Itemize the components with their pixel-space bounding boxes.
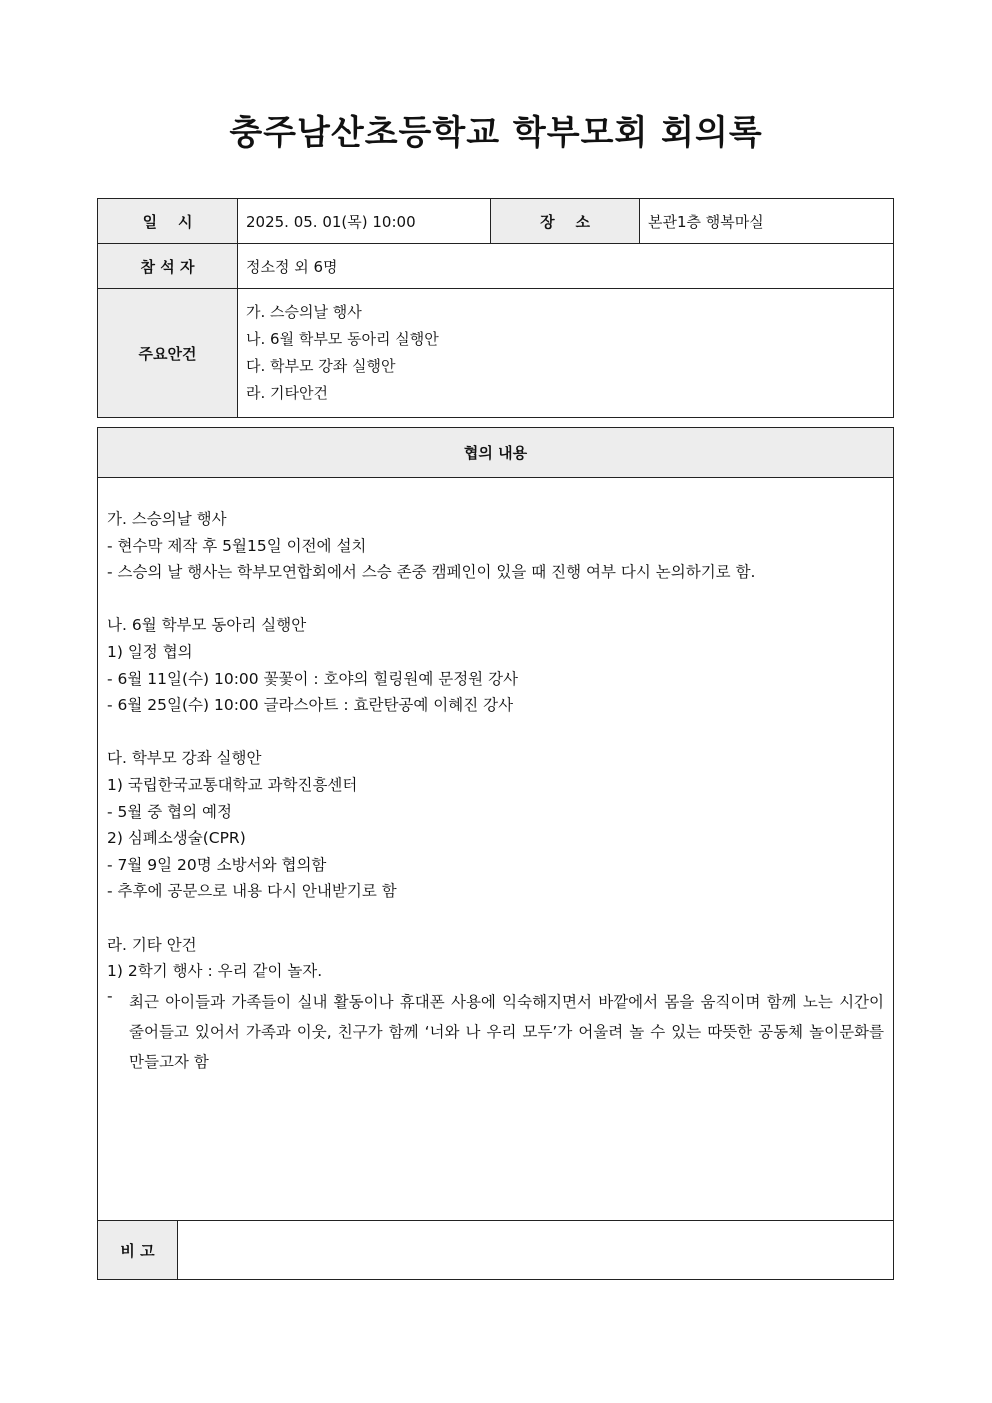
- section-c-line: - 7월 9일 20명 소방서와 협의함: [107, 855, 327, 874]
- section-b-line: - 6월 25일(수) 10:00 글라스아트 : 효란탄공예 이혜진 강사: [107, 696, 514, 715]
- section-c-title: 다. 학부모 강좌 실행안: [107, 749, 262, 768]
- section-a-title: 가. 스승의날 행사: [107, 510, 227, 528]
- remarks-label: 비 고: [98, 1221, 178, 1280]
- section-c-line: 1) 국립한국교통대학교 과학진흥센터: [107, 775, 358, 794]
- remarks-value: [178, 1221, 894, 1280]
- paragraph-dash: -: [107, 986, 113, 1005]
- section-d-paragraph: [107, 987, 884, 1077]
- section-a-line: - 스승의 날 행사는 학부모연합회에서 스승 존중 캠페인이 있을 때 진행 여부 다시 논의하기로 함.: [107, 563, 756, 582]
- agenda-item: 나. 6월 학부모 동아리 실행안: [246, 330, 439, 348]
- agenda-item: 라. 기타안건: [246, 384, 328, 402]
- date-value: 2025. 05. 01(목) 10:00: [238, 199, 491, 244]
- agenda-item: 가. 스승의날 행사: [246, 303, 362, 321]
- section-d-line: 1) 2학기 행사 : 우리 같이 놀자.: [107, 962, 323, 981]
- agenda-label: 주요안건: [98, 289, 238, 418]
- discussion-table: [97, 427, 894, 1280]
- section-a-line: - 현수막 제작 후 5월15일 이전에 설치: [107, 536, 367, 555]
- section-b-line: 1) 일정 협의: [107, 642, 193, 661]
- attendees-value: 정소정 외 6명: [238, 244, 894, 289]
- date-label: 일 시: [98, 199, 238, 244]
- attendees-label: 참 석 자: [98, 244, 238, 289]
- place-label: 장 소: [491, 199, 640, 244]
- section-b-title: 나. 6월 학부모 동아리 실행안: [107, 616, 307, 635]
- section-b-line: - 6월 11일(수) 10:00 꽃꽃이 : 호야의 힐링원예 문정원 강사: [107, 669, 519, 688]
- meeting-info-table: [97, 198, 894, 418]
- agenda-list: [238, 289, 894, 418]
- section-c-line: 2) 심폐소생술(CPR): [107, 829, 246, 848]
- paragraph-text: 최근 아이들과 가족들이 실내 활동이나 휴대폰 사용에 익숙해지면서 바깥에서 몸을 움직이며 함께 노는 시간이 줄어들고 있어서 가족과 이웃, 친구가 함께 ‘너와 나 우리 모두’가 어울려 놀 수 있는 따뜻한 공동체 놀이문화를 만들고자 함: [129, 992, 884, 1071]
- section-d-title: 라. 기타 안건: [107, 935, 197, 954]
- document-title: 충주남산초등학교 학부모회 회의록: [229, 113, 763, 153]
- discussion-content: [98, 478, 894, 1221]
- section-c-line: - 추후에 공문으로 내용 다시 안내받기로 함: [107, 882, 397, 901]
- agenda-item: 다. 학부모 강좌 실행안: [246, 357, 396, 375]
- discussion-header: 협의 내용: [98, 428, 894, 478]
- place-value: 본관1층 행복마실: [640, 199, 894, 244]
- section-c-line: - 5월 중 협의 예정: [107, 802, 233, 821]
